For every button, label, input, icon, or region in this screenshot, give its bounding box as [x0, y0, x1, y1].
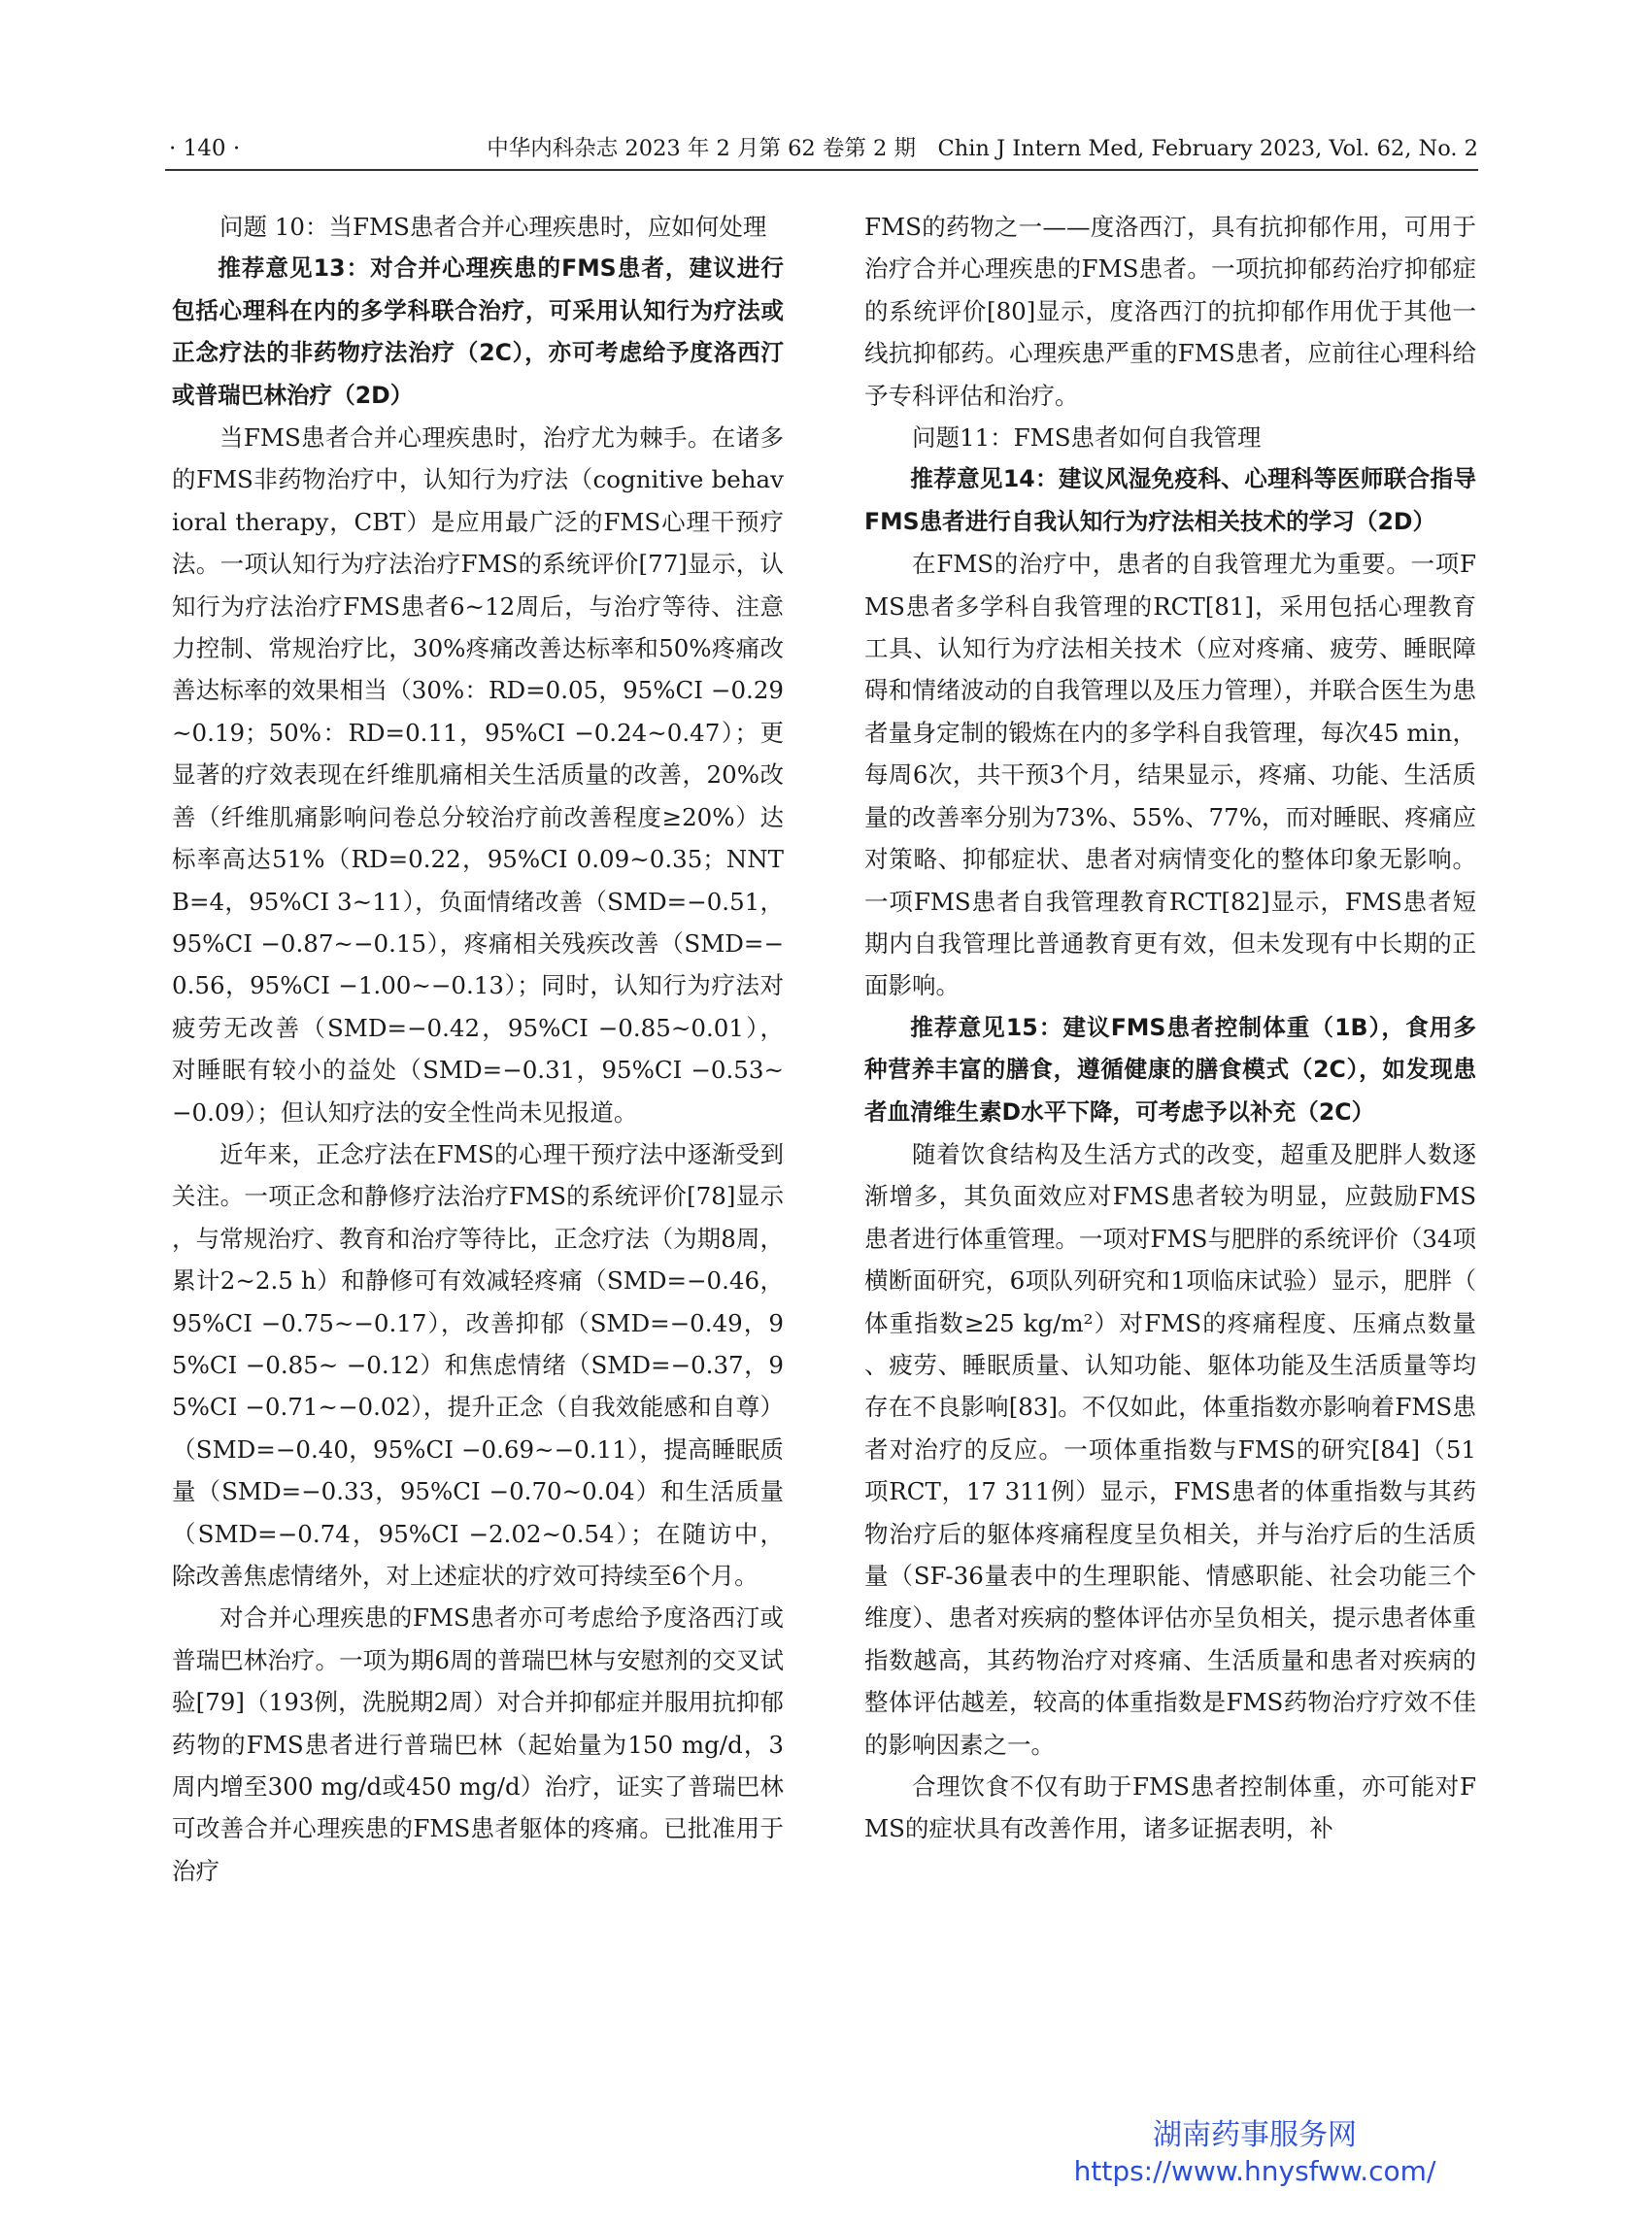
paragraph-mindfulness: 近年来，正念疗法在FMS的心理干预疗法中逐渐受到关注。一项正念和静修疗法治疗FMS的系统评价[78]显示，与常规治疗、教育和治疗等待比，正念疗法（为期8周，累计2~2.5 h）和静修可有效减轻疼痛（SMD=−0.46，95%CI −0.75~−0.17），改善抑郁（SMD=−0.49，95%CI −0.85~ −0.12）和焦虑情绪（SMD=−0.37，95%CI −0.71~−0.02），提升正念（自我效能感和自尊）（SMD=−0.40，95%CI −0.69~−0.11），提高睡眠质量（SMD=−0.33，95%CI −0.70~0.04）和生活质量（SMD=−0.74，95%CI −2.02~0.54）；在随访中，除改善焦虑情绪外，对上述症状的疗效可持续至6个月。 — [172, 1139, 784, 1590]
paragraph-self-management: 在FMS的治疗中，患者的自我管理尤为重要。一项FMS患者多学科自我管理的RCT[81]，采用包括心理教育工具、认知行为疗法相关技术（应对疼痛、疲劳、睡眠障碍和情绪波动的自我管理以及压力管理），并联合医生为患者量身定制的锻炼在内的多学科自我管理，每次45 min，每周6次，共干预3个月，结果显示，疼痛、功能、生活质量的改善率分别为73%、55%、77%，而对睡眠、疼痛应对策略、抑郁症状、患者对病情变化的整体印象无影响。一项FMS患者自我管理教育RCT[82]显示，FMS患者短期内自我管理比普通教育更有效，但未发现有中长期的正面影响。 — [864, 550, 1476, 1000]
journal-citation: 中华内科杂志 2023 年 2 月第 62 卷第 2 期 Chin J Intern Med, February 2023, Vol. 62, No. 2 — [487, 136, 1478, 161]
watermark — [1022, 2117, 1488, 2189]
question-10-title: 问题 10：当FMS患者合并心理疾患时，应如何处理 — [219, 213, 767, 241]
right-column — [864, 206, 1476, 1850]
left-column — [172, 206, 784, 1892]
paragraph-diet: 合理饮食不仅有助于FMS患者控制体重，亦可能对FMS的症状具有改善作用，诸多证据表明，补 — [864, 1772, 1476, 1843]
recommendation-14: 推荐意见14：建议风湿免疫科、心理科等医师联合指导FMS患者进行自我认知行为疗法相关技术的学习（2D） — [864, 465, 1476, 535]
page-number: · 140 · — [169, 136, 241, 161]
paragraph-weight: 随着饮食结构及生活方式的改变，超重及肥胖人数逐渐增多，其负面效应对FMS患者较为明显，应鼓励FMS患者进行体重管理。一项对FMS与肥胖的系统评价（34项横断面研究，6项队列研究和1项临床试验）显示，肥胖（体重指数≥25 kg/m²）对FMS的疼痛程度、压痛点数量、疲劳、睡眠质量、认知功能、躯体功能及生活质量等均存在不良影响[83]。不仅如此，体重指数亦影响着FMS患者对治疗的反应。一项体重指数与FMS的研究[84]（51项RCT，17 311例）显示，FMS患者的体重指数与其药物治疗后的躯体疼痛程度呈负相关，并与治疗后的生活质量（SF-36量表中的生理职能、情感职能、社会功能三个维度）、患者对疾病的整体评估亦呈负相关，提示患者体重指数越高，其药物治疗对疼痛、生活质量和患者对疾病的整体评估越差，较高的体重指数是FMS药物治疗疗效不佳的影响因素之一。 — [864, 1139, 1476, 1759]
paragraph-pregabalin: 对合并心理疾患的FMS患者亦可考虑给予度洛西汀或普瑞巴林治疗。一项为期6周的普瑞巴林与安慰剂的交叉试验[79]（193例，洗脱期2周）对合并抑郁症并服用抗抑郁药物的FMS患者进行普瑞巴林（起始量为150 mg/d，3周内增至300 mg/d或450 mg/d）治疗，证实了普瑞巴林可改善合并心理疾患的FMS患者躯体的疼痛。已批准用于治疗 — [172, 1603, 784, 1885]
question-11-title: 问题11：FMS患者如何自我管理 — [912, 423, 1262, 453]
page-header — [165, 134, 1478, 171]
recommendation-15: 推荐意见15：建议FMS患者控制体重（1B），食用多种营养丰富的膳食，遵循健康的膳食模式（2C），如发现患者血清维生素D水平下降，可考虑予以补充（2C） — [864, 1013, 1476, 1126]
recommendation-13: 推荐意见13：对合并心理疾患的FMS患者，建议进行包括心理科在内的多学科联合治疗，可采用认知行为疗法或正念疗法的非药物疗法治疗（2C），亦可考虑给予度洛西汀或普瑞巴林治疗（2D） — [172, 254, 784, 409]
watermark-url[interactable]: https://www.hnysfww.com/ — [1073, 2155, 1436, 2187]
paragraph-cbt: 当FMS患者合并心理疾患时，治疗尤为棘手。在诸多的FMS非药物治疗中，认知行为疗法（cognitive behavioral therapy，CBT）是应用最广泛的FMS心理干预疗法。一项认知行为疗法治疗FMS的系统评价[77]显示，认知行为疗法治疗FMS患者6~12周后，与治疗等待、注意力控制、常规治疗比，30%疼痛改善达标率和50%疼痛改善达标率的效果相当（30%：RD=0.05，95%CI −0.29~0.19；50%：RD=0.11，95%CI −0.24~0.47）；更显著的疗效表现在纤维肌痛相关生活质量的改善，20%改善（纤维肌痛影响问卷总分较治疗前改善程度≥20%）达标率高达51%（RD=0.22，95%CI 0.09~0.35；NNTB=4，95%CI 3~11），负面情绪改善（SMD=−0.51，95%CI −0.87~−0.15），疼痛相关残疾改善（SMD=−0.56，95%CI −1.00~−0.13）；同时，认知行为疗法对疲劳无改善（SMD=−0.42，95%CI −0.85~0.01），对睡眠有较小的益处（SMD=−0.31，95%CI −0.53~−0.09）；但认知疗法的安全性尚未见报道。 — [172, 423, 784, 1127]
watermark-site-name: 湖南药事服务网 — [1153, 2118, 1357, 2152]
paragraph-duloxetine-continued: FMS的药物之一——度洛西汀，具有抗抑郁作用，可用于治疗合并心理疾患的FMS患者。一项抗抑郁药治疗抑郁症的系统评价[80]显示，度洛西汀的抗抑郁作用优于其他一线抗抑郁药。心理疾患严重的FMS患者，应前往心理科给予专科评估和治疗。 — [864, 213, 1476, 410]
